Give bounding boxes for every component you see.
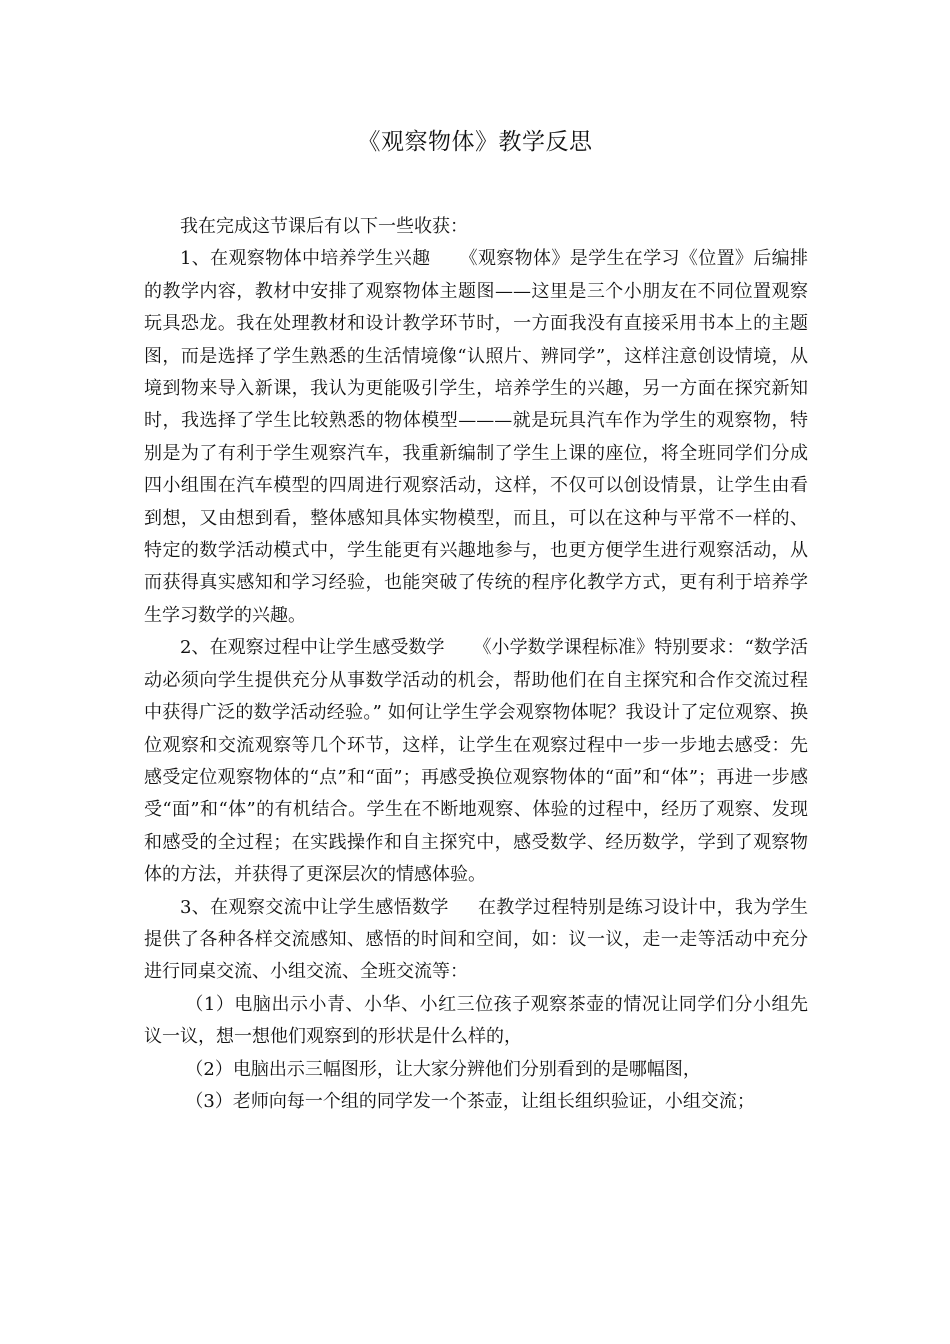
list-item: （1）电脑出示小青、小华、小红三位孩子观察茶壶的情况让同学们分小组先议一议，想一想他们观察到的形状是什么样的， — [144, 993, 808, 1048]
list-item: （3）老师向每一个组的同学发一个茶壶，让组长组织验证，小组交流； — [185, 1090, 755, 1112]
list-item: （2）电脑出示三幅图形，让大家分辨他们分别看到的是哪幅图， — [185, 1058, 701, 1080]
section-heading-2: 2、在观察过程中让学生感受数学 — [180, 637, 445, 659]
section-heading-1: 1、在观察物体中培养学生兴趣 — [180, 248, 431, 270]
document-body — [144, 211, 808, 1118]
section-paragraph-2 — [144, 632, 808, 891]
section-paragraph-3 — [144, 892, 808, 989]
page-title: 《观察物体》教学反思 — [357, 129, 593, 155]
section-heading-3: 3、在观察交流中让学生感悟数学 — [180, 896, 449, 918]
section-paragraph-1 — [144, 243, 808, 632]
section-text-1: 《观察物体》是学生在学习《位置》后编排的教学内容，教材中安排了观察物体主题图——这里是三个小朋友在不同位置观察玩具恐龙。我在处理教材和设计教学环节时，一方面我没有直接采用书本上的主题图，而是选择了学生熟悉的生活情境像“认照片、辨同学”，这样注意创设情境，从境到物来导入新课，我认为更能吸引学生，培养学生的兴趣，另一方面在探究新知时，我选择了学生比较熟悉的物体模型———就是玩具汽车作为学生的观察物，特别是为了有利于学生观察汽车，我重新编制了学生上课的座位，将全班同学们分成四小组围在汽车模型的四周进行观察活动，这样，不仅可以创设情景，让学生由看到想，又由想到看，整体感知具体实物模型，而且，可以在这种与平常不一样的、特定的数学活动模式中，学生能更有兴趣地参与，也更方便学生进行观察活动，从而获得真实感知和学习经验，也能突破了传统的程序化教学方式，更有利于培养学生学习数学的兴趣。 — [144, 248, 808, 626]
intro-paragraph: 我在完成这节课后有以下一些收获： — [180, 216, 468, 237]
section-text-2: 《小学数学课程标准》特别要求：“数学活动必须向学生提供充分从事数学活动的机会，帮助他们在自主探究和合作交流过程中获得广泛的数学活动经验。” 如何让学生学会观察物体呢？我设计了定位观察、换位观察和交流观察等几个环节，这样，让学生在观察过程中一步一步地去感受：先感受定位观察物体的“点”和“面”；再感受换位观察物体的“面”和“体”；再进一步感受“面”和“体”的有机结合。学生在不断地观察、体验的过程中，经历了观察、发现和感受的全过程；在实践操作和自主探究中，感受数学、经历数学，学到了观察物体的方法，并获得了更深层次的情感体验。 — [144, 637, 808, 886]
section-text-3: 在教学过程特别是练习设计中，我为学生提供了各种各样交流感知、感悟的时间和空间，如：议一议，走一走等活动中充分进行同桌交流、小组交流、全班交流等： — [144, 896, 809, 983]
